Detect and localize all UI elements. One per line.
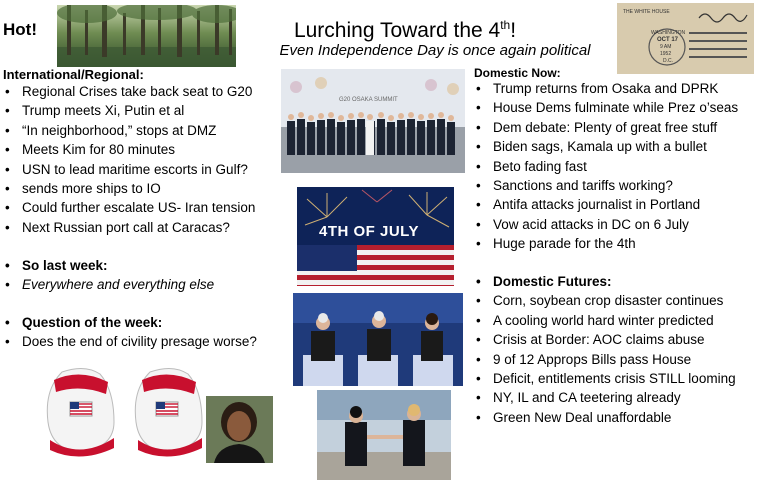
list-item: • Huge parade for the 4th [474, 234, 738, 253]
so-last-week-list [3, 256, 214, 295]
stamp-time-text: 9 AM [660, 44, 672, 50]
list-item: • Everywhere and everything else [3, 275, 214, 294]
list-item: • Trump meets Xi, Putin et al [3, 101, 255, 120]
list-item: • Crisis at Border: AOC claims abuse [474, 330, 736, 349]
list-item: • USN to lead maritime escorts in Gulf? [3, 160, 255, 179]
list-item: • Meets Kim for 80 minutes [3, 140, 255, 159]
list-item: • Corn, soybean crop disaster continues [474, 291, 736, 310]
stamp-date-text: OCT 17 [657, 37, 679, 43]
so-last-week-heading: • So last week: [3, 256, 214, 275]
g20-summit-image [281, 69, 465, 173]
g20-banner-text: G20 OSAKA SUMMIT [339, 97, 398, 103]
list-item: • Antifa attacks journalist in Portland [474, 195, 738, 214]
domestic-futures-heading: • Domestic Futures: [474, 272, 736, 291]
list-item: • A cooling world hard winter predicted [474, 311, 736, 330]
list-item: • Next Russian port call at Caracas? [3, 218, 255, 237]
list-item: • Green New Deal unaffordable [474, 408, 736, 427]
debate-image [293, 293, 463, 386]
postmark-envelope-image [617, 3, 754, 74]
domestic-now-list [474, 79, 738, 254]
list-item: • sends more ships to IO [3, 179, 255, 198]
hot-label: Hot! [3, 20, 37, 39]
dmz-meeting-image [317, 390, 451, 480]
list-item: • 9 of 12 Approps Bills pass House [474, 350, 736, 369]
international-list [3, 82, 255, 237]
question-list [3, 313, 257, 352]
slide-title: Lurching Toward the 4th! [293, 18, 517, 42]
list-item: • NY, IL and CA teetering already [474, 388, 736, 407]
international-heading: International/Regional: [3, 67, 144, 82]
question-heading: • Question of the week: [3, 313, 257, 332]
list-item: • House Dems fulminate while Prez o’seas [474, 98, 738, 117]
list-item: • Dem debate: Plenty of great free stuff [474, 118, 738, 137]
swamp-image [57, 5, 236, 67]
stamp-city-text: WASHINGTON [651, 30, 686, 36]
stamp-year-text: 1952 [660, 51, 672, 57]
stamp-dc-text: D.C. [663, 58, 673, 64]
list-item: • “In neighborhood,” stops at DMZ [3, 121, 255, 140]
stamp-header-text: THE WHITE HOUSE [623, 9, 670, 15]
list-item: • Biden sags, Kamala up with a bullet [474, 137, 738, 156]
list-item: • Beto fading fast [474, 157, 738, 176]
list-item: • Trump returns from Osaka and DPRK [474, 79, 738, 98]
sneakers-image [40, 360, 206, 465]
domestic-futures-list [474, 272, 736, 427]
fourth-of-july-image [297, 187, 454, 286]
list-item: • Deficit, entitlements crisis STILL looming [474, 369, 736, 388]
domestic-now-heading: Domestic Now: [474, 66, 561, 80]
list-item: • Regional Crises take back seat to G20 [3, 82, 255, 101]
list-item: • Sanctions and tariffs working? [474, 176, 738, 195]
list-item: • Does the end of civility presage worse? [3, 332, 257, 351]
list-item: • Vow acid attacks in DC on 6 July [474, 215, 738, 234]
fourth-of-july-text: 4TH OF JULY [319, 223, 419, 240]
list-item: • Could further escalate US- Iran tension [3, 198, 255, 217]
slide-subtitle: Even Independence Day is once again political [279, 42, 591, 59]
portrait-image [206, 396, 273, 463]
